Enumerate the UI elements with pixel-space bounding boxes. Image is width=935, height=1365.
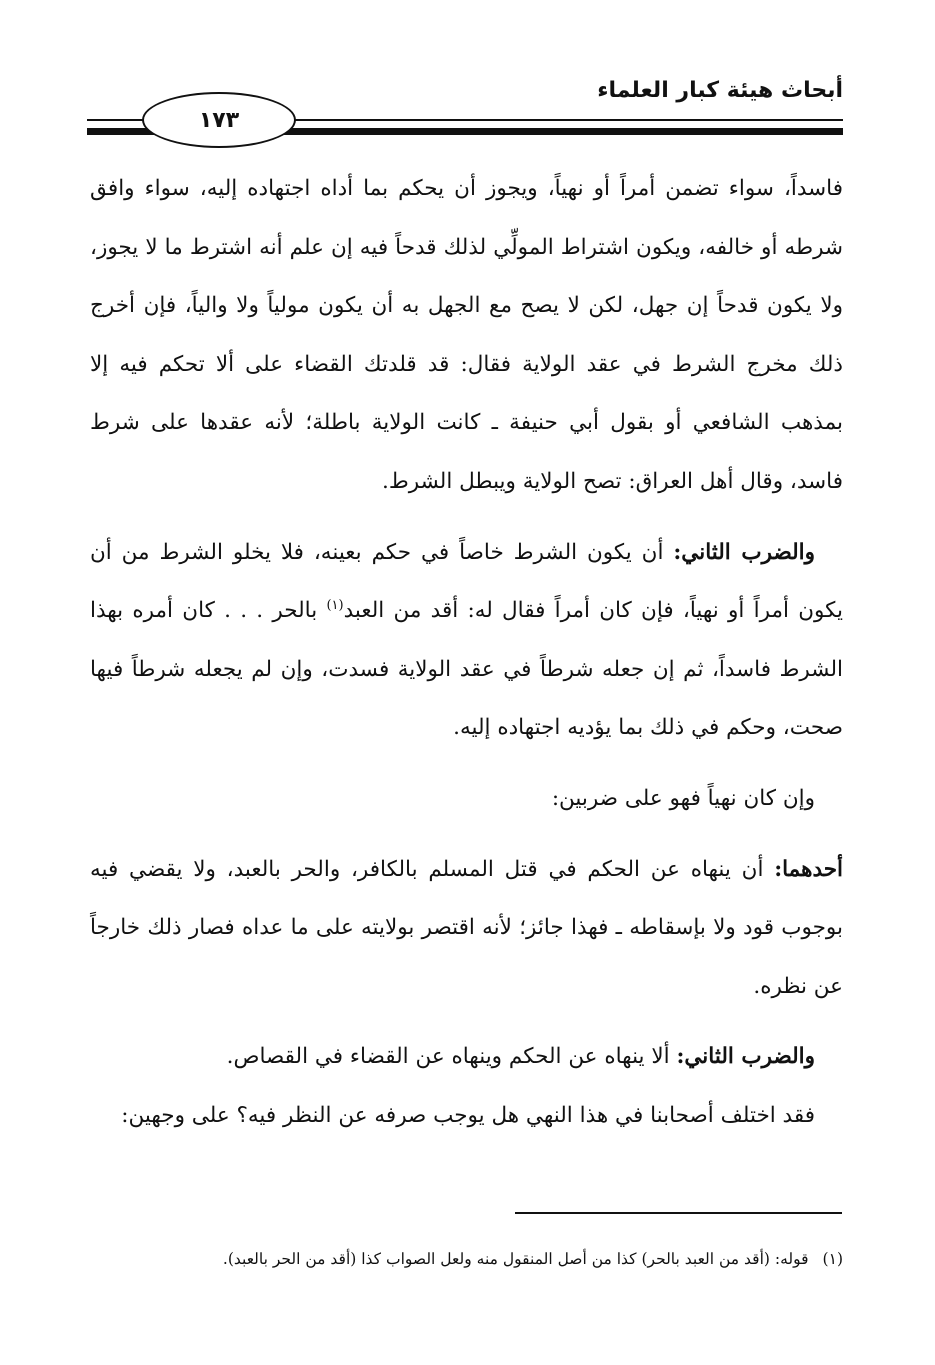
footnote-number: (١) (822, 1250, 843, 1268)
paragraph-text: فاسداً، سواء تضمن أمراً أو نهياً، ويجوز أن يحكم بما أداه اجتهاده إليه، سواء وافق شرطه أو خالفه، ويكون اشتراط المولِّي لذلك قدحاً فيه إن علم أنه اشترط ما لا يجوز، ولا يكون قدحاً إن جهل، لكن لا يصح مع الجهل به أن يكون مولياً ولا والياً، فإن أخرج ذلك مخرج الشرط في عقد الولاية فقال: قد قلدتك القضاء على ألا تحكم فيه إلا بمذهب الشافعي أو بقول أبي حنيفة ـ كانت الولاية باطلة؛ لأنه عقدها على شرط فاسد، وقال أهل العراق: تصح الولاية ويبطل الشرط. (90, 176, 843, 494)
paragraph (90, 524, 843, 758)
paragraph-lead: والضرب الثاني: (676, 1044, 815, 1070)
paragraph-lead: والضرب الثاني: (673, 539, 815, 565)
paragraph (90, 770, 843, 829)
main-text (90, 160, 843, 1146)
paragraph (90, 160, 843, 512)
paragraph-text: بالحر . . . كان أمره بهذا الشرط فاسداً، ثم إن جعله شرطاً في عقد الولاية فسدت، وإن لم يجعله شرطاً فيها صحت، وحكم في ذلك بما يؤديه اجتهاده إليه. (90, 598, 843, 741)
paragraph-text: أن ينهاه عن الحكم في قتل المسلم بالكافر، والحر بالعبد، ولا يقضي فيه بوجوب قود ولا بإسقاطه ـ فهذا جائز؛ لأنه اقتصر بولايته على ما عداه فصار ذلك خارجاً عن نظره. (90, 856, 843, 999)
paragraph-text: فقد اختلف أصحابنا في هذا النهي هل يوجب صرفه عن النظر فيه؟ على وجهين: (121, 1102, 815, 1128)
page-number: ١٧٣ (198, 107, 240, 133)
page-header (87, 70, 843, 140)
paragraph (90, 1028, 843, 1087)
paragraph-lead: أحدهما: (774, 856, 843, 882)
paragraph-text: ألا ينهاه عن الحكم وينهاه عن القضاء في القصاص. (226, 1044, 677, 1070)
paragraph (90, 841, 843, 1017)
footnote-separator (515, 1212, 842, 1214)
footnote (90, 1248, 843, 1270)
paragraph-text: وإن كان نهياً فهو على ضربين: (551, 785, 815, 811)
footnote-text: قوله: (أقد من العبد بالحر) كذا من أصل المنقول منه ولعل الصواب كذا (أقد من الحر بالعبد). (222, 1250, 809, 1268)
running-title: أبحاث هيئة كبار العلماء (597, 78, 843, 103)
paragraph (90, 1087, 843, 1146)
footnote-marker[interactable]: (١) (326, 598, 344, 613)
page-number-badge (142, 92, 296, 148)
paragraph-text: أن يكون الشرط خاصاً في حكم بعينه، فلا يخلو الشرط من أن يكون أمراً أو نهياً، فإن كان أمراً فقال له: أقد من العبد (90, 539, 843, 624)
